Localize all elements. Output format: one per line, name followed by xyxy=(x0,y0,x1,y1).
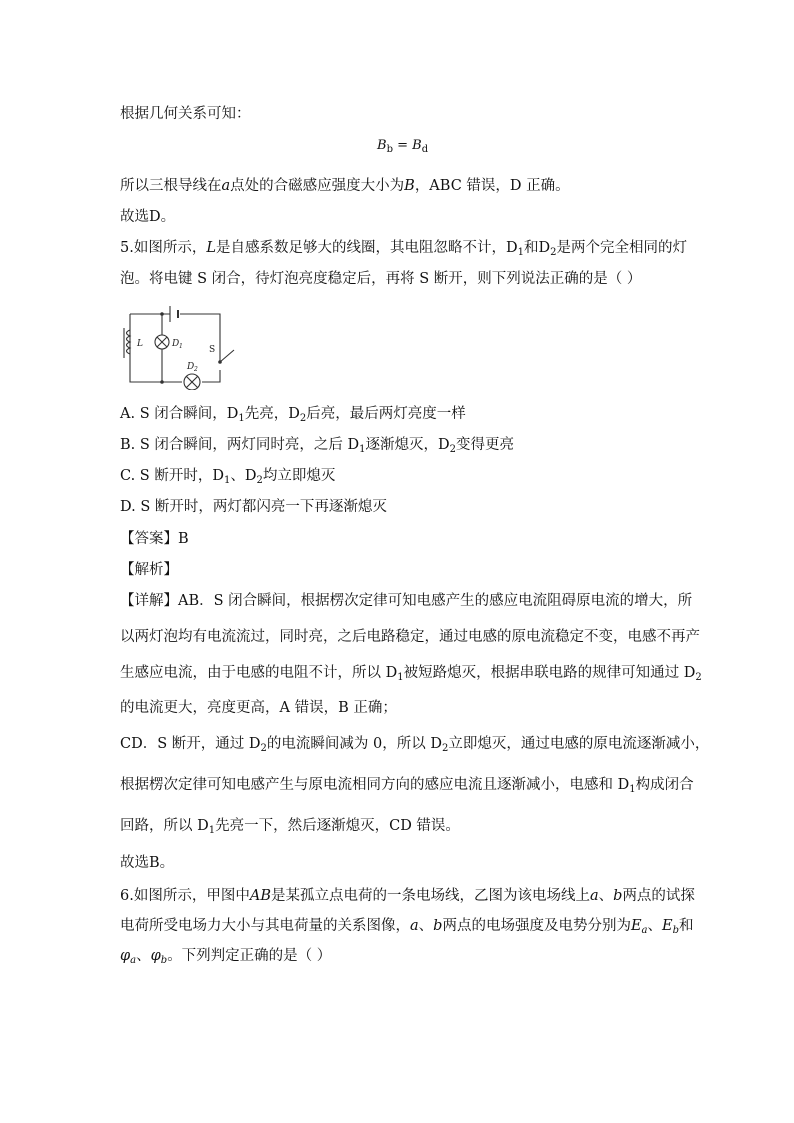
q5-sub: 2 xyxy=(550,247,557,258)
cd-text: 先亮一下，然后逐渐熄灭，CD 错误。 xyxy=(215,818,460,834)
q6-line2 xyxy=(120,916,694,941)
cd-sub: 1 xyxy=(629,784,636,795)
q6-line1 xyxy=(120,886,695,906)
label-d1-sub: 1 xyxy=(179,343,183,350)
q5-text: 和D xyxy=(523,240,551,256)
q5-cd-line3 xyxy=(120,816,460,841)
opt-sub: 2 xyxy=(256,475,263,486)
opt-text: 先亮，D xyxy=(244,406,300,422)
opt-text: A. S 闭合瞬间，D xyxy=(120,406,239,422)
opt-text: B. S 闭合瞬间，两灯同时亮，之后 D xyxy=(120,437,360,453)
q5-option-c xyxy=(120,466,335,491)
paragraph-geometry: 根据几何关系可知： xyxy=(120,106,251,122)
circuit-diagram xyxy=(110,300,240,390)
eq-lhs: B xyxy=(377,138,387,153)
opt-text: 后亮，最后两灯亮度一样 xyxy=(306,406,466,422)
q6-var-b: b xyxy=(433,918,443,934)
switch-s xyxy=(220,350,234,362)
q6-text: 、 xyxy=(647,918,663,934)
cd-sub: 2 xyxy=(441,743,449,754)
conclusion-text-b: 点处的合磁感应强度大小为 xyxy=(230,178,405,194)
cd-text: 的电流瞬间减为 0，所以 D xyxy=(266,736,442,752)
cd-text: CD．S 断开，通过 D xyxy=(120,736,261,752)
opt-text: 均立即熄灭 xyxy=(262,468,336,484)
detail-text: 被短路熄灭，根据串联电路的规律可知通过 D xyxy=(403,665,696,681)
q5-detail-line2: 以两灯泡均有电流流过，同时亮，之后电路稳定，通过电感的原电流稳定不变，电感不再产 xyxy=(120,629,700,645)
q6-text: 。下列判定正确的是（ ） xyxy=(167,948,332,964)
q5-option-a xyxy=(120,404,466,429)
cd-text: 回路，所以 D xyxy=(120,818,209,834)
opt-text: 变得更亮 xyxy=(456,437,515,453)
q5-var-L: L xyxy=(206,240,216,256)
q5-option-d: D. S 断开时，两灯都闪亮一下再逐渐熄灭 xyxy=(120,499,387,515)
q5-cd-line2 xyxy=(120,775,694,800)
q6-var-Ea: E xyxy=(630,918,642,934)
q5-analysis-head: 【解析】 xyxy=(120,562,178,578)
q6-text: 、 xyxy=(418,918,434,934)
q5-text: 5.如图所示， xyxy=(120,240,207,256)
q6-var-phi-b: φ xyxy=(150,948,161,964)
eq-rhs-sub: d xyxy=(421,144,429,155)
q6-sub: b xyxy=(160,955,168,966)
conclusion-var-a: a xyxy=(221,178,231,194)
detail-sub: 1 xyxy=(397,672,404,683)
q6-text: 和 xyxy=(679,918,694,934)
detail-text: 生感应电流，由于电感的电阻不计，所以 D xyxy=(120,665,398,681)
conclusion-text-c: ，ABC 错误，D 正确。 xyxy=(414,178,570,194)
label-d2: D xyxy=(187,362,195,372)
q6-var-a: a xyxy=(410,918,419,934)
opt-sub: 1 xyxy=(359,444,366,455)
q6-sub: a xyxy=(641,925,648,936)
q5-detail-line4: 的电流更大，亮度更高，A 错误，B 正确； xyxy=(120,700,397,716)
opt-text: 、D xyxy=(230,468,257,484)
q5-cd-line1 xyxy=(120,734,709,759)
q5-text: 是两个完全相同的灯 xyxy=(556,240,687,256)
q6-sub: b xyxy=(672,925,680,936)
paragraph-conclusion xyxy=(120,176,570,196)
label-s: S xyxy=(209,345,216,355)
opt-sub: 1 xyxy=(223,475,231,486)
label-d2-sub: 2 xyxy=(194,366,198,373)
cd-sub: 1 xyxy=(208,825,216,836)
eq-op: = xyxy=(392,138,413,153)
eq-rhs: B xyxy=(412,138,422,153)
q6-text: 、 xyxy=(136,948,151,964)
wire xyxy=(202,370,220,382)
cd-text: 根据楞次定律可知电感产生与原电流相同方向的感应电流且逐渐减小，电感和 D xyxy=(120,777,630,793)
q5-text: 是自感系数足够大的线圈，其电阻忽略不计，D xyxy=(215,240,518,256)
q6-var-a: a xyxy=(589,888,599,904)
cd-sub: 2 xyxy=(260,743,267,754)
eq-lhs-sub: b xyxy=(386,144,393,155)
q6-text: 、 xyxy=(598,888,614,904)
q6-var-AB: AB xyxy=(249,888,271,904)
q6-text: 两点的试探 xyxy=(622,888,695,904)
q6-var-Eb: E xyxy=(662,918,673,934)
opt-text: C. S 断开时，D xyxy=(120,468,224,484)
conclusion-text-a: 所以三根导线在 xyxy=(120,178,222,194)
q6-text: 6.如图所示，甲图中 xyxy=(120,888,250,904)
q5-choose-b: 故选B。 xyxy=(120,855,175,871)
q5-line1 xyxy=(120,238,687,263)
opt-sub: 2 xyxy=(299,413,307,424)
q6-text: 是某孤立点电荷的一条电场线，乙图为该电场线上 xyxy=(270,888,590,904)
detail-sub: 2 xyxy=(695,672,702,683)
q5-detail-line3 xyxy=(120,663,702,688)
q5-sub: 1 xyxy=(517,247,524,258)
cd-text: 构成闭合 xyxy=(635,777,694,793)
q6-line3 xyxy=(120,946,331,971)
opt-sub: 2 xyxy=(449,444,457,455)
conclusion-var-B: B xyxy=(404,178,415,194)
q5-answer: 【答案】B xyxy=(120,531,189,547)
q6-text: 两点的电场强度及电势分别为 xyxy=(442,918,631,934)
q5-detail-line1: 【详解】AB．S 闭合瞬间，根据楞次定律可知电感产生的感应电流阻碍原电流的增大，所 xyxy=(120,593,693,609)
choose-d: 故选D。 xyxy=(120,209,176,225)
equation-b-equals-d xyxy=(377,138,428,155)
q6-var-b: b xyxy=(613,888,623,904)
q6-text: 电荷所受电场力大小与其电荷量的关系图像， xyxy=(120,918,410,934)
q5-line2: 泡。将电键 S 闭合，待灯泡亮度稳定后，再将 S 断开，则下列说法正确的是（ ） xyxy=(120,271,642,287)
label-l: L xyxy=(137,339,143,349)
q6-var-phi-a: φ xyxy=(120,948,131,964)
opt-sub: 1 xyxy=(238,413,245,424)
q5-option-b xyxy=(120,435,514,460)
opt-text: 逐渐熄灭，D xyxy=(365,437,450,453)
q6-sub: a xyxy=(130,955,137,966)
cd-text: 立即熄灭，通过电感的原电流逐渐减小， xyxy=(448,736,710,752)
label-d1: D xyxy=(172,339,180,349)
